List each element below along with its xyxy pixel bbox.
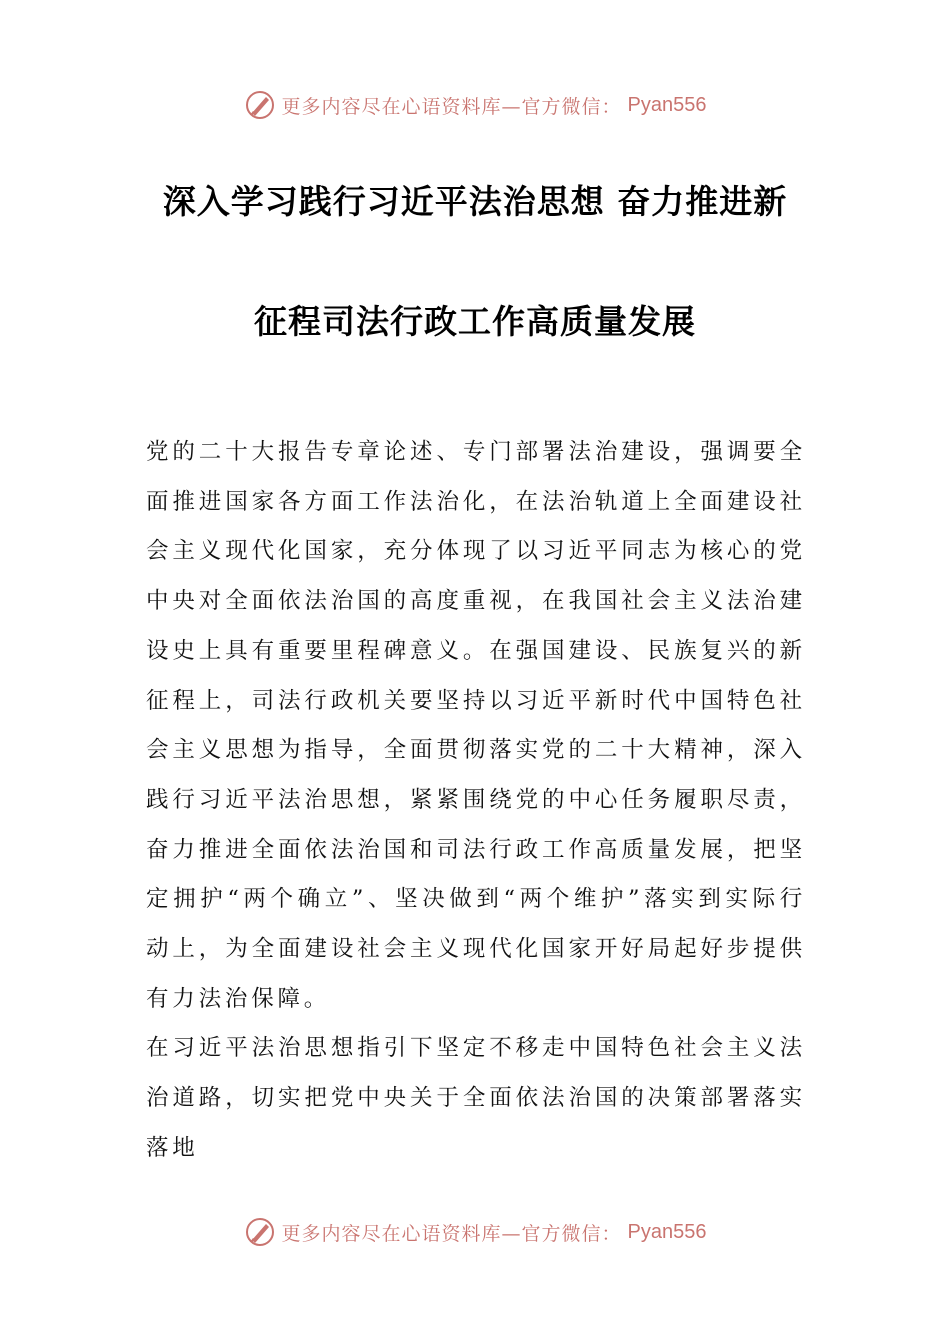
document-title-line-2: 征程司法行政工作高质量发展: [254, 302, 696, 341]
watermark-wechat-id: Pyan556: [627, 1220, 707, 1243]
document-title-line-1: 深入学习践行习近平法治思想 奋力推进新: [162, 182, 788, 221]
pen-logo-icon: [244, 89, 276, 121]
watermark-text: 更多内容尽在心语资料库—官方微信：: [281, 95, 622, 118]
footer-watermark: [0, 1212, 950, 1252]
document-body: [146, 428, 806, 1174]
header-watermark: [0, 85, 950, 125]
watermark-text: 更多内容尽在心语资料库—官方微信：: [281, 1222, 622, 1245]
pen-logo-icon: [244, 1216, 276, 1248]
body-paragraph: 在习近平法治思想指引下坚定不移走中国特色社会主义法治道路，切实把党中央关于全面依法治国的决策部署落实落地: [146, 1035, 806, 1161]
body-paragraph: 党的二十大报告专章论述、专门部署法治建设，强调要全面推进国家各方面工作法治化，在法治轨道上全面建设社会主义现代化国家，充分体现了以习近平同志为核心的党中央对全面依法治国的高度重视，在我国社会主义法治建设史上具有重要里程碑意义。在强国建设、民族复兴的新征程上，司法行政机关要坚持以习近平新时代中国特色社会主义思想为指导，全面贯彻落实党的二十大精神，深入践行习近平法治思想，紧紧围绕党的中心任务履职尽责，奋力推进全面依法治国和司法行政工作高质量发展，把坚定拥护“两个确立”、坚决做到“两个维护”落实到实际行动上，为全面建设社会主义现代化国家开好局起好步提供有力法治保障。: [146, 439, 806, 1012]
watermark-wechat-id: Pyan556: [627, 93, 707, 116]
